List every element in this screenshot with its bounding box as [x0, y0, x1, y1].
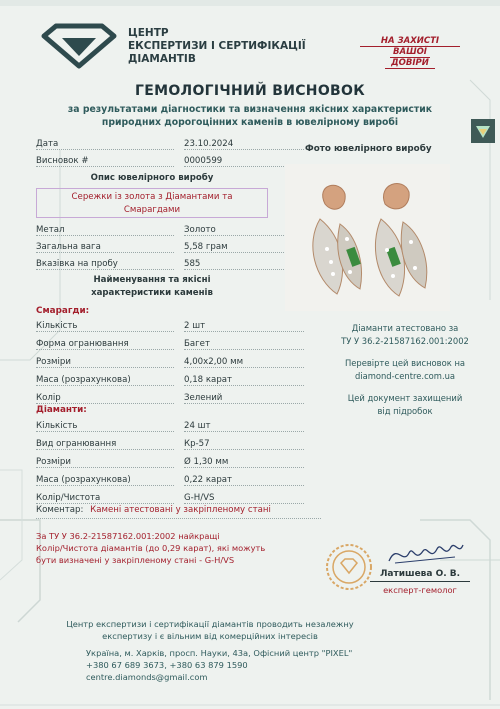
- diamond-row: [36, 492, 456, 506]
- emerald-value: 2 шт: [184, 321, 206, 331]
- emerald-label: Кількість: [36, 321, 78, 331]
- attest-line: Діаманти атестовано за: [351, 323, 459, 333]
- stamp-line: ДОВІРИ: [385, 58, 435, 69]
- org-name: [128, 27, 306, 66]
- org-line: ЦЕНТР: [128, 27, 169, 39]
- dotted-divider: [184, 385, 304, 386]
- protect-line: від підробок: [377, 406, 433, 416]
- verify-link[interactable]: diamond-centre.com.ua: [354, 371, 456, 381]
- emerald-value: 0,18 карат: [184, 375, 233, 385]
- footnote: [36, 530, 296, 566]
- number-value: 0000599: [184, 156, 223, 166]
- seal-icon: [325, 543, 373, 591]
- dotted-divider: [184, 349, 304, 350]
- signature-icon: [385, 535, 465, 569]
- trust-stamp: [360, 36, 460, 69]
- date-value: 23.10.2024: [184, 139, 234, 149]
- date-label: Дата: [36, 139, 59, 149]
- description-line: Смарагдами: [123, 205, 181, 215]
- address-line: Україна, м. Харків, просп. Науки, 43а, Офісний центр "PIXEL": [86, 648, 353, 658]
- stamp-line: НА ЗАХИСТІ: [360, 36, 460, 47]
- dotted-divider: [36, 403, 174, 404]
- comment-label: Коментар:: [36, 505, 84, 515]
- dotted-divider: [36, 503, 174, 504]
- stones-heading: [36, 274, 268, 300]
- description-line: Сережки із золота з Діамантами та: [71, 192, 233, 202]
- comment-value: Камені атестовані у закріпленому стані: [90, 505, 271, 515]
- diamond-value: Ø 1,30 мм: [184, 457, 229, 467]
- probe-value: 585: [184, 259, 201, 269]
- stones-heading-line: характеристики каменів: [91, 288, 213, 298]
- dotted-divider: [36, 467, 174, 468]
- dotted-divider: [36, 149, 174, 150]
- expert-role: експерт-гемолог: [383, 585, 457, 595]
- footer-line: експертизу і є вільним від комерційних інтересів: [102, 631, 318, 641]
- org-line: ДІАМАНТІВ: [128, 53, 196, 65]
- earrings-photo-icon: [285, 164, 450, 311]
- dotted-divider: [36, 485, 174, 486]
- dotted-divider: [184, 331, 304, 332]
- diamond-row: [36, 456, 456, 470]
- number-label: Висновок #: [36, 156, 89, 166]
- protect-note: [320, 392, 490, 418]
- diamond-label: Вид огранювання: [36, 439, 117, 449]
- dotted-divider: [36, 385, 174, 386]
- diamond-row: [36, 420, 456, 434]
- emerald-label: Колір: [36, 393, 61, 403]
- dotted-divider: [36, 166, 174, 167]
- diamond-label: Кількість: [36, 421, 78, 431]
- dotted-divider: [184, 503, 304, 504]
- attest-note: [320, 322, 490, 348]
- verify-note: [320, 357, 490, 383]
- dotted-divider: [184, 367, 304, 368]
- dotted-divider: [36, 269, 174, 270]
- footer-statement: [50, 618, 370, 642]
- footer-contacts: [86, 647, 466, 683]
- description-heading: Опис ювелірного виробу: [90, 173, 214, 183]
- footnote-line: бути визначені у закріпленому стані - G-H/VS: [36, 555, 235, 565]
- signature-divider: [370, 581, 470, 582]
- comment-row: [36, 505, 271, 515]
- diamond-value: Кр-57: [184, 439, 210, 449]
- metal-value: Золото: [184, 225, 216, 235]
- org-line: ЕКСПЕРТИЗИ І СЕРТИФІКАЦІЇ: [128, 40, 306, 52]
- dotted-divider: [36, 331, 174, 332]
- protect-line: Цей документ захищений: [347, 393, 463, 403]
- footnote-line: За ТУ У 36.2-21587162.001:2002 найкращі: [36, 531, 220, 541]
- photo-label: Фото ювелірного виробу: [305, 144, 432, 154]
- footnote-line: Колір/Чистота діамантів (до 0,29 карат), які можуть: [36, 543, 266, 553]
- diamond-label: Маса (розрахункова): [36, 475, 131, 485]
- jewelry-photo: [285, 164, 450, 311]
- emerald-label: Маса (розрахункова): [36, 375, 131, 385]
- weight-value: 5,58 грам: [184, 242, 228, 252]
- expert-name: Латишева О. В.: [379, 569, 461, 579]
- subtitle-line: природних дорогоцінних каменів в ювелірному виробі: [101, 117, 399, 128]
- document-subtitle: [0, 103, 500, 129]
- diamonds-heading: Діаманти:: [36, 405, 87, 415]
- dotted-divider: [184, 449, 304, 450]
- dotted-divider: [36, 349, 174, 350]
- diamond-row: [36, 474, 456, 488]
- emerald-label: Розміри: [36, 357, 71, 367]
- dotted-divider: [36, 518, 321, 519]
- document-title: ГЕМОЛОГІЧНИЙ ВИСНОВОК: [135, 83, 365, 99]
- verify-line: Перевірте цей висновок на: [344, 358, 466, 368]
- dotted-divider: [36, 252, 174, 253]
- diamond-value: 24 шт: [184, 421, 211, 431]
- dotted-divider: [184, 149, 304, 150]
- footer-line: Центр експертизи і сертифікації діамантів проводить незалежну: [66, 619, 354, 629]
- emeralds-heading: Смарагди:: [36, 306, 90, 316]
- emerald-value: Зелений: [184, 393, 223, 403]
- subtitle-line: за результатами діагностики та визначення якісних характеристик: [67, 104, 433, 115]
- diamond-row: [36, 438, 456, 452]
- emerald-value: 4,00x2,00 мм: [184, 357, 244, 367]
- metal-label: Метал: [36, 225, 65, 235]
- dotted-divider: [36, 235, 174, 236]
- stamp-line: ВАШОЇ: [390, 47, 430, 58]
- emerald-label: Форма огранювання: [36, 339, 129, 349]
- probe-label: Вказівка на пробу: [36, 259, 118, 269]
- attest-line: ТУ У 36.2-21587162.001:2002: [341, 336, 469, 346]
- dotted-divider: [184, 403, 304, 404]
- dotted-divider: [36, 367, 174, 368]
- dotted-divider: [36, 431, 174, 432]
- diamond-label: Розміри: [36, 457, 71, 467]
- dotted-divider: [184, 431, 304, 432]
- emerald-value: Багет: [184, 339, 210, 349]
- dotted-divider: [36, 449, 174, 450]
- stones-heading-line: Найменування та якісні: [93, 275, 211, 285]
- weight-label: Загальна вага: [36, 242, 101, 252]
- diamond-value: 0,22 карат: [184, 475, 233, 485]
- dotted-divider: [184, 467, 304, 468]
- email-link[interactable]: centre.diamonds@gmail.com: [86, 672, 208, 682]
- description-box: [36, 188, 268, 218]
- dotted-divider: [184, 485, 304, 486]
- diamond-logo-icon: [40, 22, 118, 70]
- diamond-label: Колір/Чистота: [36, 493, 101, 503]
- phone-line[interactable]: +380 67 689 3673, +380 63 879 1590: [86, 660, 248, 670]
- diamond-value: G-H/VS: [184, 493, 215, 503]
- hologram-icon: [470, 118, 496, 144]
